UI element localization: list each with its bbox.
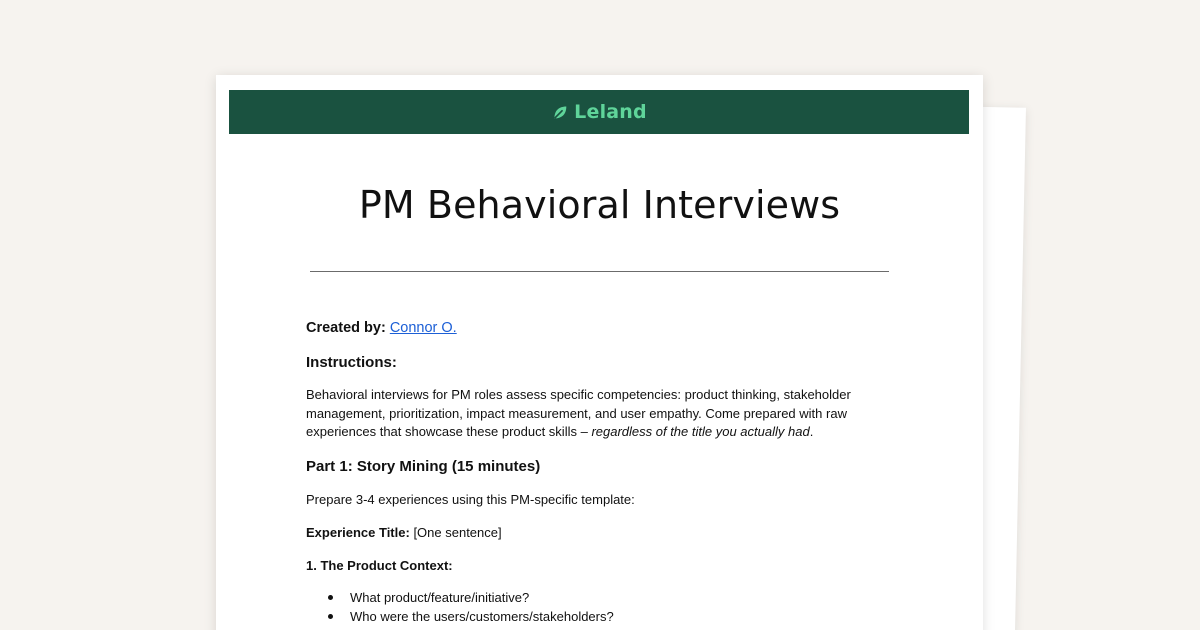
instructions-paragraph	[306, 386, 906, 442]
document-body	[306, 319, 906, 626]
instructions-emphasis: regardless of the title you actually had	[591, 424, 810, 439]
part1-intro: Prepare 3-4 experiences using this PM-specific template:	[306, 491, 635, 507]
brand-banner	[229, 90, 969, 134]
author-link[interactable]: Connor O.	[389, 320, 457, 336]
page-title: PM Behavioral Interviews	[358, 183, 841, 227]
list-item	[328, 607, 906, 626]
bullet-icon	[328, 614, 333, 619]
list-item	[328, 588, 906, 607]
section1-list	[306, 588, 906, 626]
created-by	[306, 319, 906, 337]
list-item-text: Who were the users/customers/stakeholders?	[350, 608, 614, 624]
leaf-icon	[551, 104, 568, 121]
experience-title-value: [One sentence]	[413, 524, 502, 540]
instructions-end: .	[809, 424, 814, 439]
brand-name: Leland	[574, 101, 647, 123]
list-item-text: What product/feature/initiative?	[350, 589, 530, 605]
bullet-icon	[328, 595, 333, 600]
part1-heading: Part 1: Story Mining (15 minutes)	[306, 457, 541, 475]
created-by-label: Created by:	[306, 320, 386, 336]
experience-title-line	[306, 524, 906, 542]
instructions-text: Behavioral interviews for PM roles assess specific competencies: product thinking, stakeholder management, prioritization, impact measurement, and user empathy. Come prepared with raw experiences that showcase these product skills –	[306, 387, 851, 439]
section1-heading: 1. The Product Context:	[306, 557, 453, 573]
instructions-heading: Instructions:	[306, 354, 397, 371]
title-divider	[310, 271, 889, 272]
brand-logo	[551, 101, 647, 123]
document-page	[216, 75, 983, 630]
experience-title-label: Experience Title:	[306, 524, 410, 540]
